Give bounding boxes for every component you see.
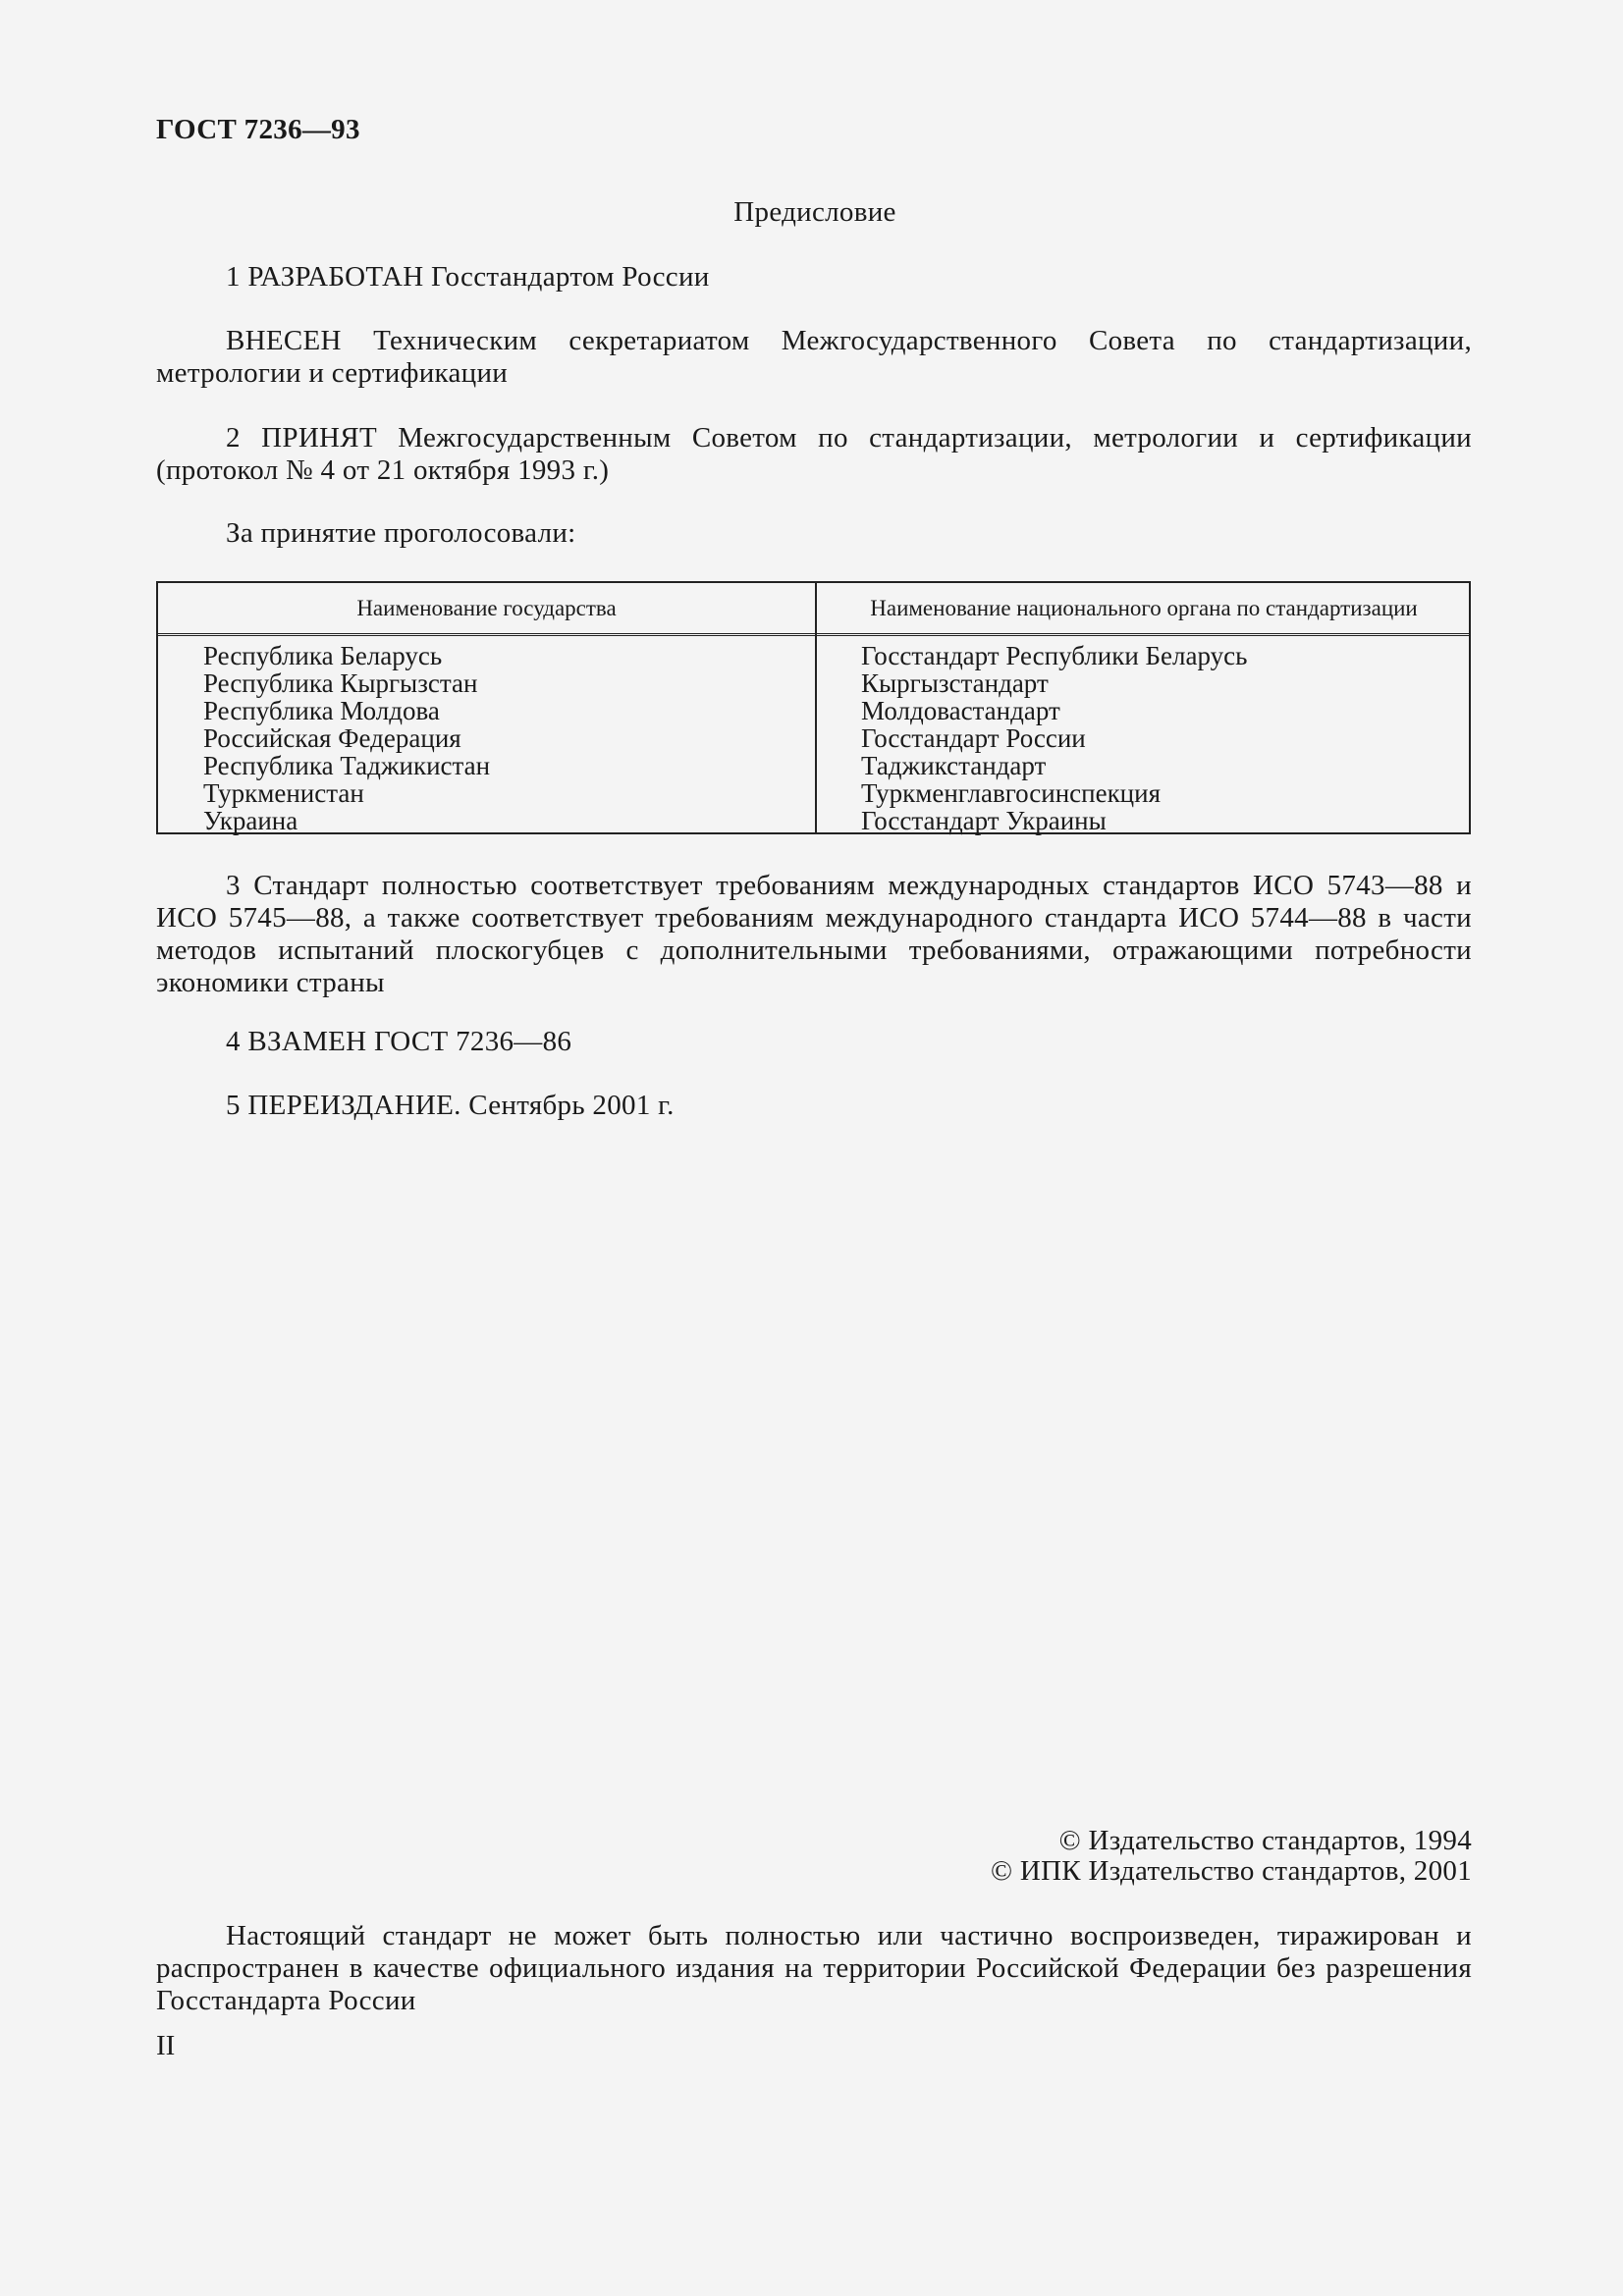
table-cell-body: Таджикстандарт [861,751,1047,780]
body-list [861,642,1247,834]
table-cell-state: Республика Таджикистан [203,751,491,780]
section-2: 2 ПРИНЯТ Межгосударственным Советом по стандартизации, метрологии и сертификации (протокол № 4 от 21 октября 1993 г.) [156,422,1472,486]
table-header-body: Наименование национального органа по стандартизации [870,596,1418,620]
document-header: ГОСТ 7236—93 [156,114,360,145]
table-cell-body: Молдовастандарт [861,696,1060,725]
section-5: 5 ПЕРЕИЗДАНИЕ. Сентябрь 2001 г. [226,1090,675,1121]
section-1: 1 РАЗРАБОТАН Госстандартом России [226,261,710,293]
page-number: II [156,2030,176,2061]
vote-intro: За принятие проголосовали: [226,517,576,549]
reproduction-notice: Настоящий стандарт не может быть полностью или частично воспроизведен, тиражирован и распространен в качестве официального издания на территории Российской Федерации без разрешения Госстандарта России [156,1920,1472,2016]
section-4: 4 ВЗАМЕН ГОСТ 7236—86 [226,1026,572,1057]
table-cell-body: Госстандарт Украины [861,806,1107,835]
copyright-line: © ИПК Издательство стандартов, 2001 [990,1855,1472,1887]
section-3: 3 Стандарт полностью соответствует требованиям международных стандартов ИСО 5743—88 и ИСО 5745—88, а также соответствует требованиям международного стандарта ИСО 5744—88 в части методов испытаний плоскогубцев с дополнительными требованиями, отражающими потребности экономики страны [156,870,1472,998]
voting-table [156,581,1471,834]
page-title: Предисловие [733,196,896,228]
table-cell-state: Украина [203,806,298,835]
copyright-line: © Издательство стандартов, 1994 [1058,1825,1472,1856]
table-column-divider [815,583,817,832]
table-cell-body: Госстандарт Республики Беларусь [861,641,1248,670]
state-list [203,642,490,834]
table-cell-state: Туркменистан [203,778,364,808]
table-cell-state: Российская Федерация [203,723,461,753]
table-cell-body: Туркменглавгосинспекция [861,778,1162,808]
table-cell-state: Республика Беларусь [203,641,443,670]
table-cell-state: Республика Молдова [203,696,440,725]
table-header-row [158,583,1469,636]
table-cell-body: Госстандарт России [861,723,1086,753]
section-1-submitted: ВНЕСЕН Техническим секретариатом Межгосударственного Совета по стандартизации, метрологии и сертификации [156,325,1472,389]
table-cell-body: Кыргызстандарт [861,668,1049,698]
table-header-state: Наименование государства [356,596,617,620]
copyright-block [991,1826,1472,1887]
table-cell-state: Республика Кыргызстан [203,668,478,698]
